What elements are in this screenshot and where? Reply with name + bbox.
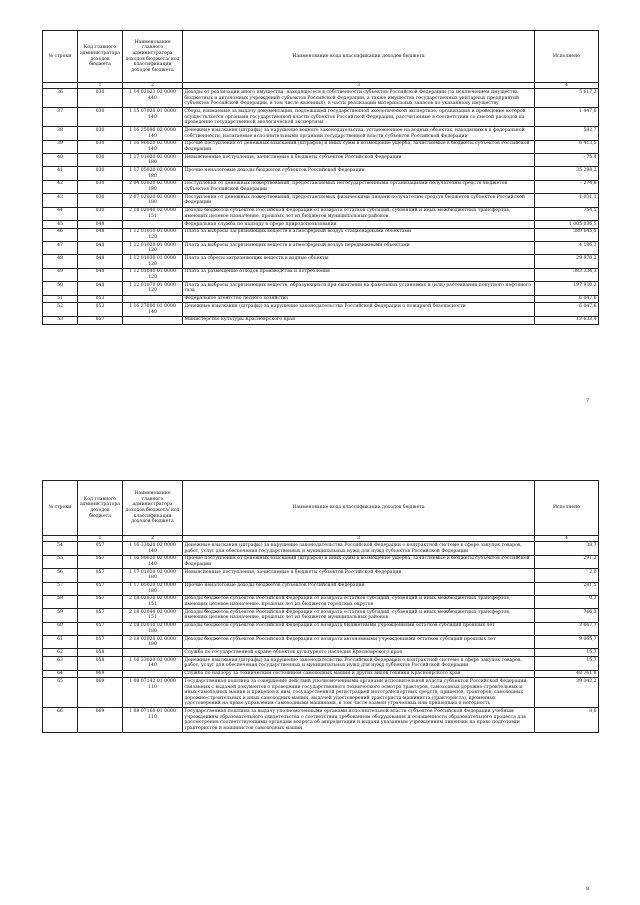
table-row <box>43 242 599 255</box>
income-name-cell: Служба по государственной охране объектов культурного наследия Красноярского края <box>183 649 535 657</box>
revenue-table-page-2 <box>42 480 599 733</box>
row-number-cell: 59 <box>43 609 78 622</box>
classification-code-cell: 1 15 07020 01 0000 140 <box>123 108 183 127</box>
executed-amount-cell: 39 342,2 <box>535 678 599 708</box>
income-name-cell: Невыясненные поступления, зачисляемые в бюджеты субъектов Российской Федерации <box>183 569 535 582</box>
executed-amount-cell: 281,5 <box>535 582 599 595</box>
executed-amount-cell: 197 930,2 <box>535 282 599 295</box>
executed-amount-cell: 1 447,0 <box>535 108 599 127</box>
table-row <box>43 622 599 635</box>
table-row <box>43 255 599 268</box>
executed-amount-cell: 15,7 <box>535 657 599 670</box>
column-number: 3 <box>183 536 535 542</box>
classification-code-cell: 2 18 02040 02 0000 151 <box>123 207 183 220</box>
classification-code-cell: 1 14 02023 02 0000 440 <box>123 89 183 108</box>
admin-code-cell: 069 <box>78 678 123 708</box>
classification-code-cell <box>123 295 183 303</box>
admin-code-cell: 030 <box>78 154 123 167</box>
income-name-cell: Прочие поступления от денежных взысканий (штрафов) и иных сумм в возмещение ущерба, зачисляемые в бюджеты субъектов Российской Федерации <box>183 140 535 153</box>
table-body-page-1 <box>43 89 599 324</box>
column-number: 1 <box>78 536 123 542</box>
admin-code-cell: 048 <box>78 268 123 281</box>
classification-code-cell: 1 16 33020 02 0000 140 <box>123 657 183 670</box>
admin-code-cell: 057 <box>78 622 123 635</box>
classification-code-cell: 1 17 05020 02 0000 180 <box>123 582 183 595</box>
row-number-cell: 53 <box>43 316 78 324</box>
table-row <box>43 609 599 622</box>
table-row <box>43 582 599 595</box>
executed-amount-cell: 13 633,4 <box>535 316 599 324</box>
header-admin-name-code: Наименование главного администратора доходов бюджета/ код классификации доходов бюджета <box>123 481 183 536</box>
row-number-cell: 44 <box>43 207 78 220</box>
income-name-cell: Министерство культуры Красноярского края <box>183 316 535 324</box>
table-row <box>43 678 599 708</box>
classification-code-cell: 1 12 01030 01 0000 120 <box>123 255 183 268</box>
executed-amount-cell: 29 970,2 <box>535 255 599 268</box>
income-name-cell: Плата за выбросы загрязняющих веществ в атмосферный воздух стационарными объектами <box>183 228 535 241</box>
income-name-cell: Плата за размещение отходов производства и потребления <box>183 268 535 281</box>
executed-amount-cell: 38,7 <box>535 542 599 555</box>
income-name-cell: Сборы, взимаемые за выдачу документации, подлежащей государственной экологической экспертизе, организация и проведение которой осуществляется органами государственной власти субъектов Российской Федерации, рассчитанные в соответствии со сметой расходов на проведение государственной экологической экспертизы <box>183 108 535 127</box>
row-number-cell: 47 <box>43 242 78 255</box>
executed-amount-cell: 6 413,5 <box>535 140 599 153</box>
admin-code-cell: 069 <box>78 670 123 678</box>
admin-code-cell: 057 <box>78 636 123 649</box>
classification-code-cell: 1 17 05020 02 0000 180 <box>123 167 183 180</box>
executed-amount-cell: 0,3 <box>535 595 599 608</box>
admin-code-cell: 057 <box>78 316 123 324</box>
executed-amount-cell: 6 047,6 <box>535 303 599 316</box>
executed-amount-cell: 754,5 <box>535 207 599 220</box>
admin-code-cell: 030 <box>78 167 123 180</box>
table-row <box>43 670 599 678</box>
table-row <box>43 636 599 649</box>
admin-code-cell: 057 <box>78 542 123 555</box>
admin-code-cell: 058 <box>78 657 123 670</box>
row-number-cell: 65 <box>43 678 78 708</box>
income-name-cell: Доходы от реализации иного имущества, находящегося в собственности субъектов Российской Федерации (за исключением имущества бюджетных и автономных учреждений субъектов Российской Федерации, а также имущества государственных унитарных предприятий субъектов Российской Федерации, в том числе казенных), в части реализации материальных запасов по указанному имуществу <box>183 89 535 108</box>
executed-amount-cell: 9 065,7 <box>535 636 599 649</box>
table-row <box>43 268 599 281</box>
header-admin-code: Код главного администратора доходов бюджета <box>78 481 123 536</box>
row-number-cell: 45 <box>43 220 78 228</box>
table-row <box>43 89 599 108</box>
table-row <box>43 108 599 127</box>
revenue-table-page-1 <box>42 30 599 325</box>
admin-code-cell: 053 <box>78 303 123 316</box>
header-row-number: № строки <box>43 31 78 83</box>
classification-code-cell: 1 16 90020 02 0000 140 <box>123 140 183 153</box>
table-header-row <box>43 481 599 536</box>
executed-amount-cell: 48 761,8 <box>535 670 599 678</box>
page-number: 8 <box>586 886 590 892</box>
admin-code-cell: 058 <box>78 649 123 657</box>
row-number-cell: 39 <box>43 140 78 153</box>
table-row <box>43 127 599 140</box>
row-number-cell: 38 <box>43 127 78 140</box>
executed-amount-cell: 582,7 <box>535 127 599 140</box>
admin-code-cell: 030 <box>78 194 123 207</box>
admin-code-cell: 030 <box>78 180 123 193</box>
income-name-cell: Государственная пошлина за совершение действий уполномоченными органами исполнительной власти субъектов Российской Федерации, связанных с выдачей документов о проведении государственного технического осмотра тракторов, самоходных дорожно-строительных и иных самоходных машин и прицепов к ним, государственной регистрацией мототранспортных средств, прицепов, тракторов, самоходных дорожно-строительных и иных самоходных машин, выдачей удостоверений тракториста-машиниста (тракториста), временных удостоверений на право управления самоходными машинами, в том числе взамен утраченных или пришедших в негодность <box>183 678 535 708</box>
classification-code-cell: 2 18 02020 02 0000 180 <box>123 636 183 649</box>
income-name-cell: Государственная пошлина за выдачу уполномоченными органами исполнительной власти субъектов Российской Федерации учебным учреждениям образовательного свидетельства о соответствии требованиям оборудования и оснащенности образовательного процесса для рассмотрения соответствующими органами вопроса об аккредитации и выдачи указанным учреждениям лицензии на право подготовки трактористов и машинистов самоходных машин <box>183 708 535 733</box>
page-number: 7 <box>586 398 590 404</box>
income-name-cell: Федеральная служба по надзору в сфере природопользования <box>183 220 535 228</box>
admin-code-cell: 048 <box>78 220 123 228</box>
income-name-cell: Доходы бюджетов субъектов Российской Федерации от возврата остатков субсидий, субвенций и иных межбюджетных трансфертов, имеющих целевое назначение, прошлых лет из бюджетов муниципальных районов <box>183 609 535 622</box>
header-executed: Исполнено <box>535 481 599 536</box>
row-number-cell: 50 <box>43 282 78 295</box>
admin-code-cell: 048 <box>78 282 123 295</box>
income-name-cell: Прочие неналоговые доходы бюджетов субъектов Российской Федерации <box>183 582 535 595</box>
column-number: 2 <box>123 536 183 542</box>
row-number-cell: 55 <box>43 555 78 568</box>
table-row <box>43 154 599 167</box>
row-number-cell: 52 <box>43 303 78 316</box>
income-name-cell: Денежные взыскания (штрафы) за нарушение законодательства Российской Федерации о пожарной безопасности <box>183 303 535 316</box>
row-number-cell: 46 <box>43 228 78 241</box>
table-row <box>43 657 599 670</box>
executed-amount-cell: 3 667,7 <box>535 622 599 635</box>
classification-code-cell <box>123 670 183 678</box>
income-name-cell: Денежные взыскания (штрафы) за нарушение законодательства Российской Федерации о контрактной системе в сфере закупок товаров, работ, услуг для обеспечения государственных и муниципальных нужд для нужд субъектов Российской Федерации <box>183 542 535 555</box>
classification-code-cell: 1 16 33020 02 0000 140 <box>123 542 183 555</box>
header-row-number: № строки <box>43 481 78 536</box>
executed-amount-cell: - 75,4 <box>535 154 599 167</box>
classification-code-cell: 2 18 02010 02 0000 180 <box>123 622 183 635</box>
admin-code-cell: 030 <box>78 89 123 108</box>
row-number-cell: 48 <box>43 255 78 268</box>
admin-code-cell: 048 <box>78 255 123 268</box>
page-1 <box>0 0 640 420</box>
header-income-name: Наименование кода классификации доходов бюджета <box>183 31 535 83</box>
executed-amount-cell: 766,3 <box>535 609 599 622</box>
table-row <box>43 569 599 582</box>
classification-code-cell <box>123 649 183 657</box>
executed-amount-cell: 6 047,6 <box>535 295 599 303</box>
income-name-cell: Плата за выбросы загрязняющих веществ, образующихся при сжигании на факельных установках и (или) рассеивании попутного нефтяного газа <box>183 282 535 295</box>
header-executed: Исполнено <box>535 31 599 83</box>
classification-code-cell <box>123 220 183 228</box>
classification-code-cell: 1 16 90020 02 0000 140 <box>123 555 183 568</box>
classification-code-cell: 2 07 02020 02 0000 180 <box>123 194 183 207</box>
table-header-row <box>43 31 599 83</box>
classification-code-cell: 1 12 01040 01 0000 120 <box>123 268 183 281</box>
table-row <box>43 316 599 324</box>
classification-code-cell: 1 08 07160 01 0000 110 <box>123 708 183 733</box>
column-number: 3 <box>183 83 535 89</box>
classification-code-cell: 2 04 02020 02 0000 180 <box>123 180 183 193</box>
admin-code-cell: 057 <box>78 609 123 622</box>
income-name-cell: Прочие неналоговые доходы бюджетов субъектов Российской Федерации <box>183 167 535 180</box>
income-name-cell: Плата за выбросы загрязняющих веществ в атмосферный воздух передвижными объектами <box>183 242 535 255</box>
row-number-cell: 36 <box>43 89 78 108</box>
executed-amount-cell: 389 645,5 <box>535 228 599 241</box>
executed-amount-cell: - 5 617,2 <box>535 89 599 108</box>
row-number-cell: 51 <box>43 295 78 303</box>
admin-code-cell: 048 <box>78 228 123 241</box>
row-number-cell: 42 <box>43 180 78 193</box>
executed-amount-cell: 8,0 <box>535 708 599 733</box>
executed-amount-cell: 15,7 <box>535 649 599 657</box>
admin-code-cell: 057 <box>78 569 123 582</box>
row-number-cell: 58 <box>43 595 78 608</box>
income-name-cell: Невыясненные поступления, зачисляемые в бюджеты субъектов Российской Федерации <box>183 154 535 167</box>
executed-amount-cell: -1 031,1 <box>535 194 599 207</box>
row-number-cell: 60 <box>43 622 78 635</box>
income-name-cell: Служба по надзору за техническим состоянием самоходных машин и других видов техники Красноярского края <box>183 670 535 678</box>
classification-code-cell: 1 17 01020 02 0000 180 <box>123 154 183 167</box>
table-row <box>43 220 599 228</box>
admin-code-cell: 030 <box>78 108 123 127</box>
row-number-cell: 43 <box>43 194 78 207</box>
executed-amount-cell: 1 005 036,5 <box>535 220 599 228</box>
table-body-page-2 <box>43 542 599 733</box>
admin-code-cell: 030 <box>78 207 123 220</box>
table-row <box>43 708 599 733</box>
executed-amount-cell: 35 298,3 <box>535 167 599 180</box>
executed-amount-cell: 291,2 <box>535 555 599 568</box>
table-row <box>43 555 599 568</box>
row-number-cell: 40 <box>43 154 78 167</box>
classification-code-cell: 2 18 02030 02 0000 151 <box>123 595 183 608</box>
admin-code-cell: 057 <box>78 582 123 595</box>
column-number: 1 <box>78 83 123 89</box>
table-row <box>43 228 599 241</box>
row-number-cell: 64 <box>43 670 78 678</box>
admin-code-cell: 030 <box>78 140 123 153</box>
admin-code-cell: 030 <box>78 127 123 140</box>
table-row <box>43 167 599 180</box>
table-row <box>43 207 599 220</box>
income-name-cell: Федеральное агентство лесного хозяйства <box>183 295 535 303</box>
classification-code-cell: 1 17 01020 02 0000 180 <box>123 569 183 582</box>
row-number-cell: 62 <box>43 649 78 657</box>
row-number-cell: 56 <box>43 569 78 582</box>
classification-code-cell: 1 12 01020 01 0000 120 <box>123 242 183 255</box>
classification-code-cell <box>123 316 183 324</box>
row-number-cell: 57 <box>43 582 78 595</box>
classification-code-cell: 2 18 02040 02 0000 151 <box>123 609 183 622</box>
income-name-cell: Доходы бюджетов субъектов Российской Федерации от возврата остатков субсидий, субвенций и иных межбюджетных трансфертов, имеющих целевое назначение, прошлых лет из бюджетов муниципальных районов <box>183 207 535 220</box>
admin-code-cell: 069 <box>78 708 123 733</box>
classification-code-cell: 1 16 25086 02 0000 140 <box>123 127 183 140</box>
column-number: 4 <box>535 83 599 89</box>
income-name-cell: Плата за сбросы загрязняющих веществ в водные объекты <box>183 255 535 268</box>
classification-code-cell: 1 12 01010 01 0000 120 <box>123 228 183 241</box>
table-row <box>43 303 599 316</box>
admin-code-cell: 053 <box>78 295 123 303</box>
income-name-cell: Доходы бюджетов субъектов Российской Федерации от возврата автономными учреждениями остатков субсидий прошлых лет <box>183 636 535 649</box>
row-number-cell: 41 <box>43 167 78 180</box>
table-row <box>43 295 599 303</box>
row-number-cell: 54 <box>43 542 78 555</box>
table-row <box>43 140 599 153</box>
admin-code-cell: 057 <box>78 555 123 568</box>
income-name-cell: Прочие поступления от денежных взысканий (штрафов) и иных сумм в возмещение ущерба, зачисляемые в бюджеты субъектов Российской Федерации <box>183 555 535 568</box>
header-income-name: Наименование кода классификации доходов бюджета <box>183 481 535 536</box>
executed-amount-cell: 2,0 <box>535 569 599 582</box>
column-number: 2 <box>123 83 183 89</box>
classification-code-cell: 1 16 27000 01 0000 140 <box>123 303 183 316</box>
table-row <box>43 194 599 207</box>
table-row <box>43 542 599 555</box>
table-row <box>43 180 599 193</box>
income-name-cell: Поступления от денежных пожертвований, предоставляемых негосударственными организациями получателям средств бюджетов субъектов Российской Федерации <box>183 180 535 193</box>
admin-code-cell: 048 <box>78 242 123 255</box>
row-number-cell: 63 <box>43 657 78 670</box>
table-row <box>43 595 599 608</box>
income-name-cell: Денежные взыскания (штрафы) за нарушение водного законодательства, установленное на водных объектах, находящихся в федеральной собственности, налагаемые исполнительными органами государственной власти субъектов Российской Федерации <box>183 127 535 140</box>
executed-amount-cell: - 274,8 <box>535 180 599 193</box>
row-number-cell: 66 <box>43 708 78 733</box>
row-number-cell: 37 <box>43 108 78 127</box>
executed-amount-cell: 4 186,3 <box>535 242 599 255</box>
row-number-cell: 61 <box>43 636 78 649</box>
admin-code-cell: 057 <box>78 595 123 608</box>
row-number-cell: 49 <box>43 268 78 281</box>
column-number: 4 <box>535 536 599 542</box>
table-row <box>43 649 599 657</box>
header-admin-code: Код главного администратора доходов бюджета <box>78 31 123 83</box>
executed-amount-cell: 383 334,3 <box>535 268 599 281</box>
classification-code-cell: 1 12 01070 01 0000 120 <box>123 282 183 295</box>
page-2 <box>0 452 640 905</box>
income-name-cell: Доходы бюджетов субъектов Российской Федерации от возврата бюджетными учреждениями остатков субсидий прошлых лет <box>183 622 535 635</box>
classification-code-cell: 1 08 07142 01 0000 110 <box>123 678 183 708</box>
income-name-cell: Денежные взыскания (штрафы) за нарушение законодательства Российской Федерации о контрактной системе в сфере закупок товаров, работ, услуг для обеспечения государственных и муниципальных нужд для нужд субъектов Российской Федерации <box>183 657 535 670</box>
income-name-cell: Поступления от денежных пожертвований, предоставляемых физическими лицами получателям средств бюджетов субъектов Российской Федерации <box>183 194 535 207</box>
table-row <box>43 282 599 295</box>
income-name-cell: Доходы бюджетов субъектов Российской Федерации от возврата остатков субсидий, субвенций и иных межбюджетных трансфертов, имеющих целевое назначение, прошлых лет из бюджетов городских округов <box>183 595 535 608</box>
header-admin-name-code: Наименование главного администратора доходов бюджета/ код классификации доходов бюджета <box>123 31 183 83</box>
